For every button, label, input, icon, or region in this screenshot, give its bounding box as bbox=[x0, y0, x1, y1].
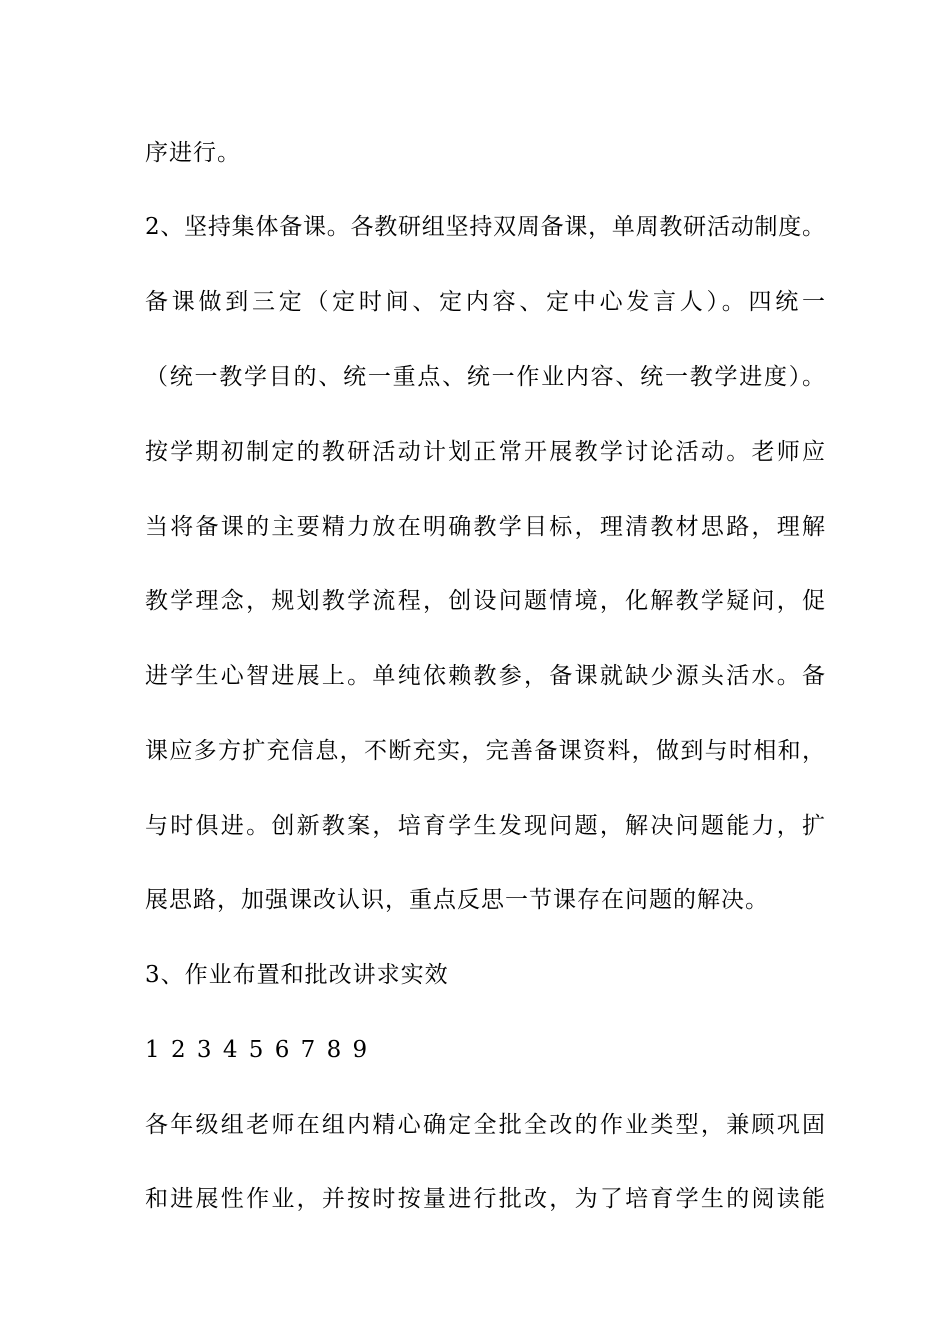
text-line: 课应多方扩充信息，不断充实，完善备课资料，做到与时相和， bbox=[145, 738, 825, 764]
text-line: 进学生心智进展上。单纯依赖教参，备课就缺少源头活水。备 bbox=[145, 663, 825, 689]
text-line: 展思路，加强课改认识，重点反思一节课存在问题的解决。 bbox=[145, 887, 769, 913]
text-line: 各年级组老师在组内精心确定全批全改的作业类型，兼顾巩固 bbox=[145, 1112, 825, 1138]
text-line: 备课做到三定（定时间、定内容、定中心发言人）。四统一 bbox=[145, 289, 825, 315]
text-line: 按学期初制定的教研活动计划正常开展教学讨论活动。老师应 bbox=[145, 439, 825, 465]
number-sequence: 1 2 3 4 5 6 7 8 9 bbox=[145, 1037, 368, 1063]
text-line: 教学理念，规划教学流程，创设问题情境，化解教学疑问，促 bbox=[145, 588, 825, 614]
text-line: 序进行。 bbox=[145, 140, 241, 166]
text-line: （统一教学目的、统一重点、统一作业内容、统一教学进度）。 bbox=[145, 364, 825, 390]
text-line: 和进展性作业，并按时按量进行批改，为了培育学生的阅读能 bbox=[145, 1186, 825, 1212]
section-heading: 3、作业布置和批改讲求实效 bbox=[145, 962, 449, 988]
text-line: 2、坚持集体备课。各教研组坚持双周备课，单周教研活动制度。 bbox=[145, 214, 825, 240]
text-line: 与时俱进。创新教案，培育学生发现问题，解决问题能力，扩 bbox=[145, 813, 825, 839]
text-line: 当将备课的主要精力放在明确教学目标，理清教材思路，理解 bbox=[145, 514, 825, 540]
